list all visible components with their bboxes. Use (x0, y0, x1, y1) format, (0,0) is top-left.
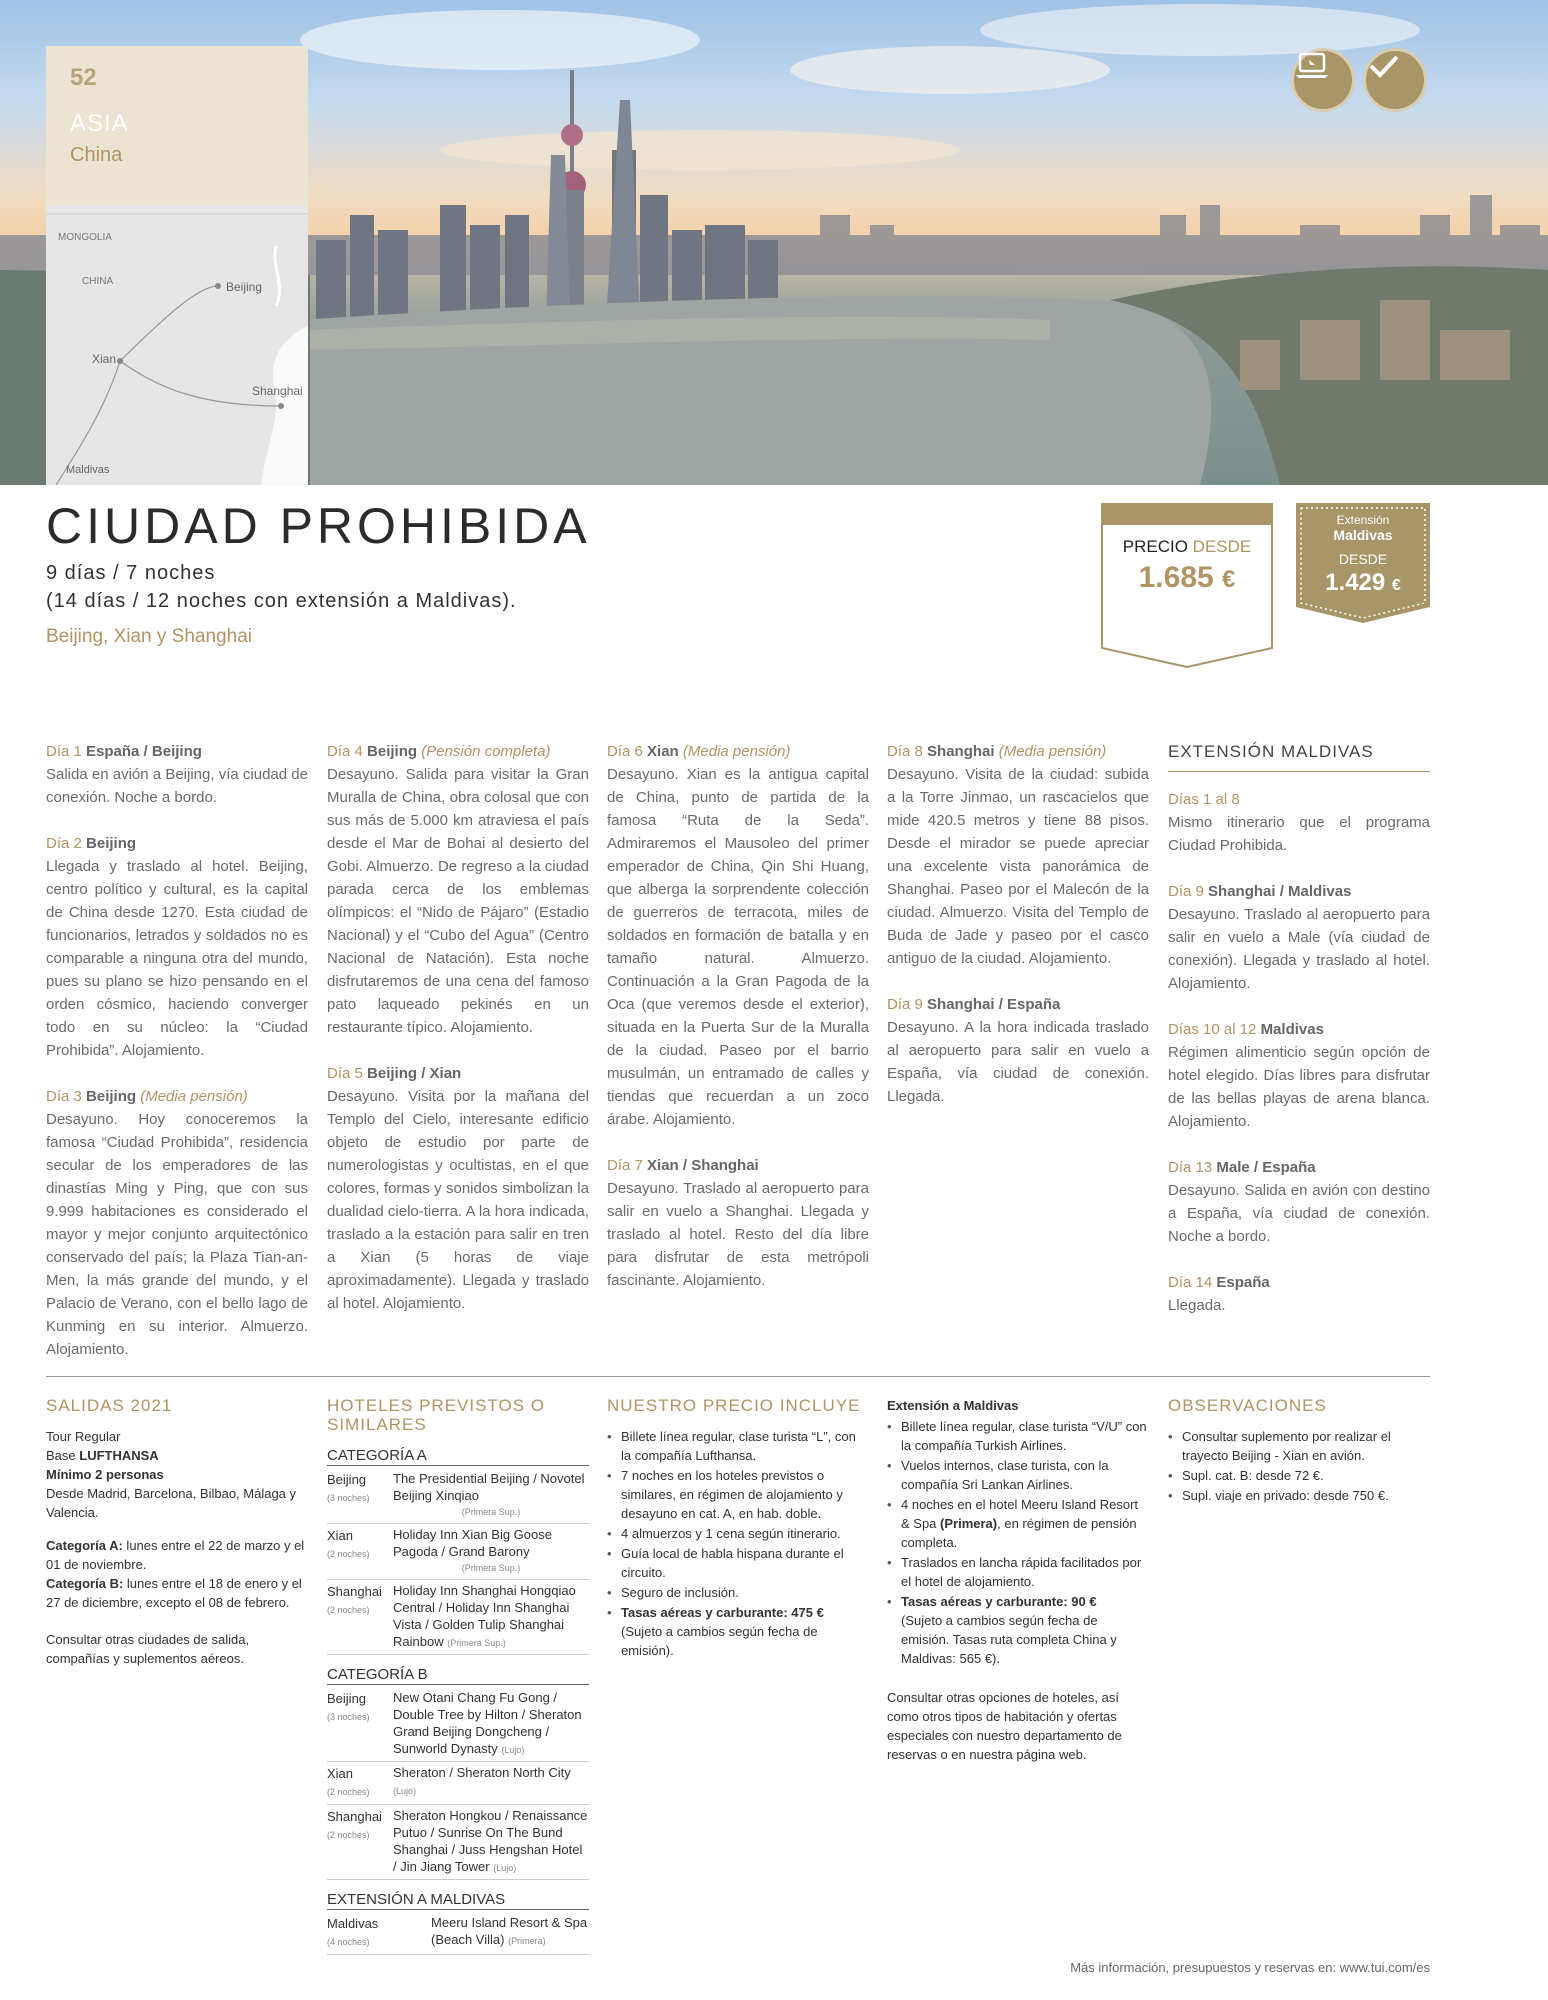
ext-label-1: Extensión (1336, 513, 1390, 527)
day-9: Día 9 Shanghai / España Desayuno. A la hora indicada traslado al aeropuerto para salir en vuelo a España, vía ciudad de conexión. Llegada. (887, 996, 1149, 1105)
incluye-item: • Seguro de inclusión. (607, 1583, 869, 1602)
itinerary-column-2 (327, 740, 589, 1338)
observacion-item: • Consultar suplemento por realizar el trayecto Beijing - Xian en avión. (1168, 1427, 1430, 1465)
map-illustration (46, 206, 308, 485)
ext-label-2: Maldivas (1333, 527, 1393, 543)
ext-days-1-8: Días 1 al 8 Mismo itinerario que el programa Ciudad Prohibida. (1168, 791, 1430, 854)
trip-route: Beijing, Xian y Shanghai (46, 626, 252, 647)
hoteles-section (327, 1396, 589, 1955)
salidas-cat-b: Categoría B: lunes entre el 18 de enero y el 27 de diciembre, excepto el 08 de febrero. (46, 1576, 302, 1610)
price-tag (1101, 503, 1273, 668)
incluye-section (607, 1396, 869, 1661)
day-8: Día 8 Shanghai (Media pensión) Desayuno. Visita de la ciudad: subida a la Torre Jinmao, un rascacielos que mide 420.5 metros y tiene 88 pisos. Desde el mirador se puede apreciar una excelente vista panorámica de Shanghai. Paseo por el Malecón de la ciudad. Almuerzo. Visita del Templo de Buda de Jade y paseo por el casco antiguo de la ciudad. Alojamiento. (887, 743, 1149, 967)
observaciones-section (1168, 1396, 1430, 1506)
ext-price-value: 1.429 (1325, 569, 1386, 596)
ext-incluye-title: Extensión a Maldivas (887, 1398, 1019, 1413)
page-header-box (46, 46, 308, 206)
ext-incluye-hotel: • 4 noches en el hotel Meeru Island Resort & Spa (Primera), en régimen de pensión completa. (887, 1495, 1149, 1552)
hotel-row: Shanghai (2 noches) Holiday Inn Shanghai Hongqiao Central / Holiday Inn Shanghai Vista / Golden Tulip Shanghai Rainbow (Primera Sup.) (327, 1580, 589, 1655)
map-city-maldivas: Maldivas (66, 464, 110, 476)
hotel-category-a: CATEGORÍA A (327, 1446, 589, 1466)
ext-day-9: Día 9 Shanghai / Maldivas Desayuno. Traslado al aeropuerto para salir en vuelo a Male (vía ciudad de conexión). Llegada y traslado al hotel. Alojamiento. (1168, 883, 1430, 992)
country-label: China (70, 144, 123, 166)
salidas-cities: Desde Madrid, Barcelona, Bilbao, Málaga y Valencia. (46, 1486, 297, 1520)
trip-duration: 9 días / 7 noches (46, 562, 216, 584)
ext-incluye-item: • Billete línea regular, clase turista “V/U” con la compañía Turkish Airlines. (887, 1417, 1149, 1455)
footer-info: Más información, presupuestos y reservas en: www.tui.com/es (1070, 1960, 1430, 1975)
incluye-item: • 4 almuerzos y 1 cena según itinerario. (607, 1524, 869, 1543)
day-5: Día 5 Beijing / Xian Desayuno. Visita por la mañana del Templo del Cielo, interesante edificio objeto de estudio por parte de numerologistas y ocultistas, en el que colores, formas y sonidos simbolizan la dualidad cielo-tierra. A la hora indicada, traslado a la estación para salir en tren a Xian (5 horas de viaje aproximadamente). Llegada y traslado al hotel. Alojamiento. (327, 1065, 589, 1312)
extension-price-tag (1296, 503, 1430, 623)
trip-duration-extension: (14 días / 12 noches con extensión a Maldivas). (46, 590, 517, 612)
day-4: Día 4 Beijing (Pensión completa) Desayuno. Salida para visitar la Gran Muralla de China, obra colosal que con sus más de 5.000 km atraviesa el país desde el Mar de Bohai al desierto del Gobi. Almuerzo. De regreso a la ciudad parada cerca de los emblemas olímpicos: el “Nido de Pájaro” (Estadio Nacional) y el “Cubo del Agua” (Centro Nacional de Natación). Esta noche disfrutaremos de una cena del famoso pato laqueado pekinés en un restaurante típico. Alojamiento. (327, 743, 589, 1036)
observacion-item: • Supl. cat. B: desde 72 €. (1168, 1466, 1430, 1485)
route-line-beijing (120, 286, 218, 361)
ext-incluye-section (887, 1396, 1149, 1764)
hotel-row: Xian (2 noches) Holiday Inn Xian Big Goose Pagoda / Grand Barony (Primera Sup.) (327, 1524, 589, 1580)
incluye-tasas: • Tasas aéreas y carburante: 475 € (Sujeto a cambios según fecha de emisión). (607, 1603, 869, 1660)
page-number: 52 (70, 64, 97, 91)
day-6: Día 6 Xian (Media pensión) Desayuno. Xian es la antigua capital de China, punto de partida de la famosa “Ruta de la Seda”. Admiraremos el Mausoleo del primer emperador de China, Qin Shi Huang, que alberga la sorprendente colección de guerreros de terracota, miles de soldados en formación de batalla y en tamaño natural. Almuerzo. Continuación a la Gran Pagoda de la Oca (que veremos desde el exterior), situada en la Puerta Sur de la Muralla de la ciudad. Paseo por el barrio musulmán, un entramado de calles y tiendas que recuerdan a un zoco árabe. Alojamiento. (607, 743, 869, 1128)
salidas-section (46, 1396, 308, 1668)
extension-title: EXTENSIÓN MALDIVAS (1168, 740, 1430, 772)
hotel-row: Xian (2 noches) Sheraton / Sheraton North City (Lujo) (327, 1762, 589, 1805)
ext-incluye-item: • Traslados en lancha rápida facilitados por el hotel de alojamiento. (887, 1553, 1149, 1591)
price-value: 1.685 (1138, 561, 1214, 594)
ext-incluye-tasas: • Tasas aéreas y carburante: 90 € (Sujeto a cambios según fecha de emisión. Tasas ruta completa China y Maldivas: 565 €). (887, 1592, 1149, 1668)
hotel-category-ext: EXTENSIÓN A MALDIVAS (327, 1890, 589, 1910)
ext-from: DESDE (1338, 551, 1388, 567)
ext-days-10-12: Días 10 al 12 Maldivas Régimen alimenticio según opción de hotel elegido. Días libres para disfrutar de las bellas playas de arena blanca. Alojamiento. (1168, 1021, 1430, 1130)
salidas-title: SALIDAS 2021 (46, 1396, 173, 1415)
map-city-shanghai: Shanghai (252, 384, 303, 398)
ext-incluye-item: • Vuelos internos, clase turista, con la compañía Sri Lankan Airlines. (887, 1456, 1149, 1494)
ext-price-currency: € (1391, 577, 1401, 594)
route-map (46, 206, 308, 485)
day-3: Día 3 Beijing (Media pensión) Desayuno. Hoy conoceremos la famosa “Ciudad Prohibida”, residencia secular de los emperadores de las dinastías Ming y Ping, que con sus 9.999 habitaciones es considerado el mayor y mejor conjunto arquitectónico conservado del país; la Plaza Tian-an-Men, la más grande del mundo, y el Palacio de Verano, con el bello lago de Kunming en su interior. Almuerzo. Alojamiento. (46, 1088, 308, 1358)
salidas-min: Mínimo 2 personas (46, 1467, 164, 1482)
observacion-item: • Supl. viaje en privado: desde 750 €. (1168, 1486, 1430, 1505)
map-label-china: CHINA (82, 276, 114, 287)
price-label: PRECIO (1122, 537, 1188, 556)
price-from: DESDE (1192, 537, 1252, 556)
observaciones-title: OBSERVACIONES (1168, 1396, 1327, 1415)
itinerary-column-1 (46, 740, 308, 1384)
salidas-note: Consultar otras ciudades de salida, compañías y suplementos aéreos. (46, 1632, 250, 1666)
hero-skyline-photo (0, 0, 1548, 485)
hotel-row: Maldivas (4 noches) Meeru Island Resort & Spa (Beach Villa) (Primera) (327, 1912, 589, 1955)
day-2: Día 2 Beijing Llegada y traslado al hotel. Beijing, centro político y cultural, es la capital de China desde 1270. Esta ciudad de funcionarios, letrados y soldados no es comparable a ninguna otra del mundo, pues su plano se hizo pensando en el orden cósmico, haciendo converger todo en su núcleo: la “Ciudad Prohibida”. Alojamiento. (46, 835, 308, 1059)
day-1: Día 1 España / Beijing Salida en avión a Beijing, vía ciudad de conexión. Noche a bordo. (46, 743, 308, 806)
incluye-item: • Guía local de habla hispana durante el circuito. (607, 1544, 869, 1582)
laptop-icon (1291, 48, 1355, 112)
hotel-row: Beijing (3 noches) The Presidential Beijing / Novotel Beijing Xinqiao (Primera Sup.) (327, 1468, 589, 1524)
check-icon (1363, 48, 1427, 112)
hotel-row: Beijing (3 noches) New Otani Chang Fu Gong / Double Tree by Hilton / Sheraton Grand Beijing Dongcheng / Sunworld Dynasty (Lujo) (327, 1687, 589, 1762)
price-currency: € (1222, 566, 1236, 593)
hotel-category-b: CATEGORÍA B (327, 1665, 589, 1685)
ext-day-14: Día 14 España Llegada. (1168, 1274, 1270, 1314)
salidas-tour: Tour Regular (46, 1429, 121, 1444)
incluye-item: • Billete línea regular, clase turista “L”, con la compañía Lufthansa. (607, 1427, 869, 1465)
salidas-cat-a: Categoría A: lunes entre el 22 de marzo y el 01 de noviembre. (46, 1538, 305, 1572)
ext-incluye-note: Consultar otras opciones de hoteles, así como otros tipos de habitación y ofertas especiales con nuestro departamento de reservas o en nuestra página web. (887, 1690, 1122, 1762)
extension-column (1168, 740, 1430, 1340)
itinerary-column-3 (607, 740, 869, 1315)
map-label-mongolia: MONGOLIA (58, 232, 112, 243)
salidas-base: Base LUFTHANSA (46, 1448, 159, 1463)
map-city-beijing: Beijing (226, 280, 263, 294)
map-city-xian: Xian (92, 352, 117, 366)
region-label: ASIA (70, 110, 129, 137)
hoteles-title: HOTELES PREVISTOS O SIMILARES (327, 1396, 546, 1434)
hotel-row: Shanghai (2 noches) Sheraton Hongkou / Renaissance Putuo / Sunrise On The Bund Shanghai / Juss Hengshan Hotel / Jin Jiang Tower (Lujo) (327, 1805, 589, 1880)
incluye-title: NUESTRO PRECIO INCLUYE (607, 1396, 861, 1415)
itinerary-column-4 (887, 740, 1149, 1131)
incluye-item: • 7 noches en los hoteles previstos o similares, en régimen de alojamiento y desayuno en cat. A, en hab. doble. (607, 1466, 869, 1523)
trip-title: CIUDAD PROHIBIDA (46, 498, 591, 554)
day-7: Día 7 Xian / Shanghai Desayuno. Traslado al aeropuerto para salir en vuelo a Shanghai. Llegada y traslado al hotel. Resto del día libre para disfrutar de esta metrópoli fascinante. Alojamiento. (607, 1157, 869, 1289)
ext-day-13: Día 13 Male / España Desayuno. Salida en avión con destino a España, vía ciudad de conexión. Noche a bordo. (1168, 1159, 1430, 1245)
section-divider (46, 1376, 1430, 1377)
